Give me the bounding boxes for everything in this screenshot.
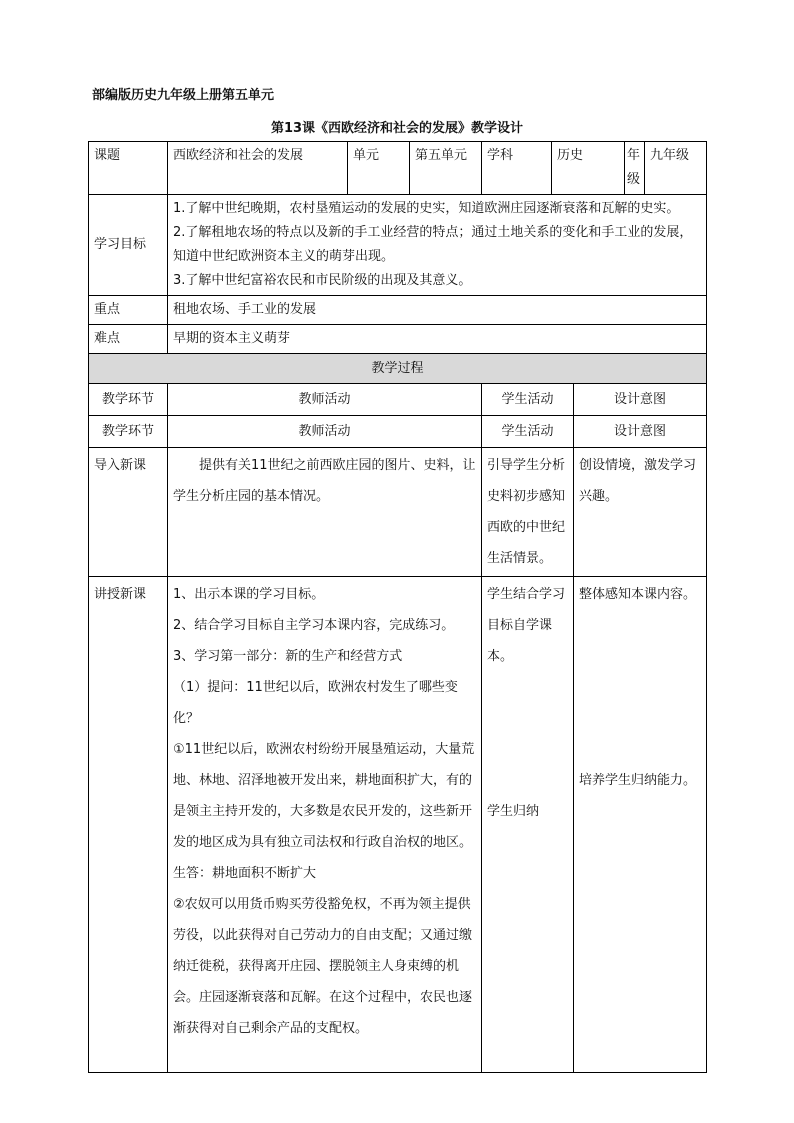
header-intent: 设计意图	[574, 416, 707, 448]
document-title: 第13课《西欧经济和社会的发展》教学设计	[270, 121, 524, 136]
unit-value: 第五单元	[410, 142, 482, 195]
grade-label-text: 年级	[627, 148, 641, 187]
key-point-label: 重点	[89, 296, 168, 325]
key-point-value: 租地农场、手工业的发展	[168, 296, 707, 325]
intro-teacher: 提供有关11世纪之前西欧庄园的图片、史料，让学生分析庄园的基本情况。	[168, 448, 482, 577]
grade-value: 九年级	[645, 142, 707, 195]
topic-value: 西欧经济和社会的发展	[168, 142, 348, 195]
header-intent: 设计意图	[574, 384, 707, 416]
teacher-step: 1、出示本课的学习目标。	[173, 587, 325, 602]
objective-item: 3.了解中世纪富裕农民和市民阶级的出现及其意义。	[173, 273, 472, 288]
header-student: 学生活动	[482, 384, 574, 416]
intro-student: 引导学生分析史料初步感知西欧的中世纪生活情景。	[482, 448, 574, 577]
header-stage: 教学环节	[89, 416, 168, 448]
teacher-step: 生答：耕地面积不断扩大	[173, 866, 317, 881]
process-title: 教学过程	[89, 354, 707, 384]
objectives-label	[89, 195, 168, 296]
objective-item: 1.了解中世纪晚期，农村垦殖运动的发展的史实，知道欧洲庄园逐渐衰落和瓦解的史实。	[173, 201, 680, 216]
objectives-label-text: 学习目标	[94, 237, 147, 252]
teacher-step: ①11世纪以后，欧洲农村纷纷开展垦殖运动，大量荒地、林地、沼泽地被开发出来，耕地面积扩大，有的是领主主持开发的，大多数是农民开发的，这些新开发的地区成为具有独立司法权和行政自治权的地区。	[173, 742, 475, 850]
subject-value: 历史	[552, 142, 625, 195]
objectives-content	[168, 195, 707, 296]
difficulty-label: 难点	[89, 325, 168, 354]
teacher-step: 3、学习第一部分：新的生产和经营方式	[173, 649, 403, 664]
page-header: 部编版历史九年级上册第五单元	[92, 88, 275, 103]
topic-label: 课题	[89, 142, 168, 195]
unit-label: 单元	[348, 142, 410, 195]
objective-item: 2.了解租地农场的特点以及新的手工业经营的特点；通过土地关系的变化和手工业的发展，知道中世纪欧洲资本主义的萌芽出现。	[173, 225, 693, 264]
subject-label: 学科	[482, 142, 552, 195]
lecture-stage: 讲授新课	[89, 577, 168, 1073]
lecture-teacher	[168, 577, 482, 1073]
lecture-intent	[574, 577, 707, 1073]
header-teacher: 教师活动	[168, 384, 482, 416]
lesson-plan-table	[88, 141, 707, 1073]
header-teacher: 教师活动	[168, 416, 482, 448]
teacher-step: （1）提问：11世纪以后，欧洲农村发生了哪些变化？	[173, 680, 458, 726]
difficulty-value: 早期的资本主义萌芽	[168, 325, 707, 354]
header-student: 学生活动	[482, 416, 574, 448]
student-activity: 学生归纳	[487, 804, 540, 819]
teacher-step: ②农奴可以用货币购买劳役豁免权，不再为领主提供劳役，以此获得对自己劳动力的自由支配；又通过缴纳迁徙税，获得离开庄园、摆脱领主人身束缚的机会。庄园逐渐衰落和瓦解。在这个过程中，农民也逐渐获得对自己剩余产品的支配权。	[173, 897, 473, 1036]
intent-text: 培养学生归纳能力。	[579, 773, 697, 788]
intent-text: 整体感知本课内容。	[579, 587, 697, 602]
teacher-step: 2、结合学习目标自主学习本课内容，完成练习。	[173, 618, 455, 633]
lecture-student	[482, 577, 574, 1073]
intro-stage: 导入新课	[89, 448, 168, 577]
student-activity: 学生结合学习目标自学课本。	[487, 587, 566, 664]
grade-label	[625, 142, 645, 195]
intro-intent: 创设情境，激发学习兴趣。	[574, 448, 707, 577]
header-stage: 教学环节	[89, 384, 168, 416]
